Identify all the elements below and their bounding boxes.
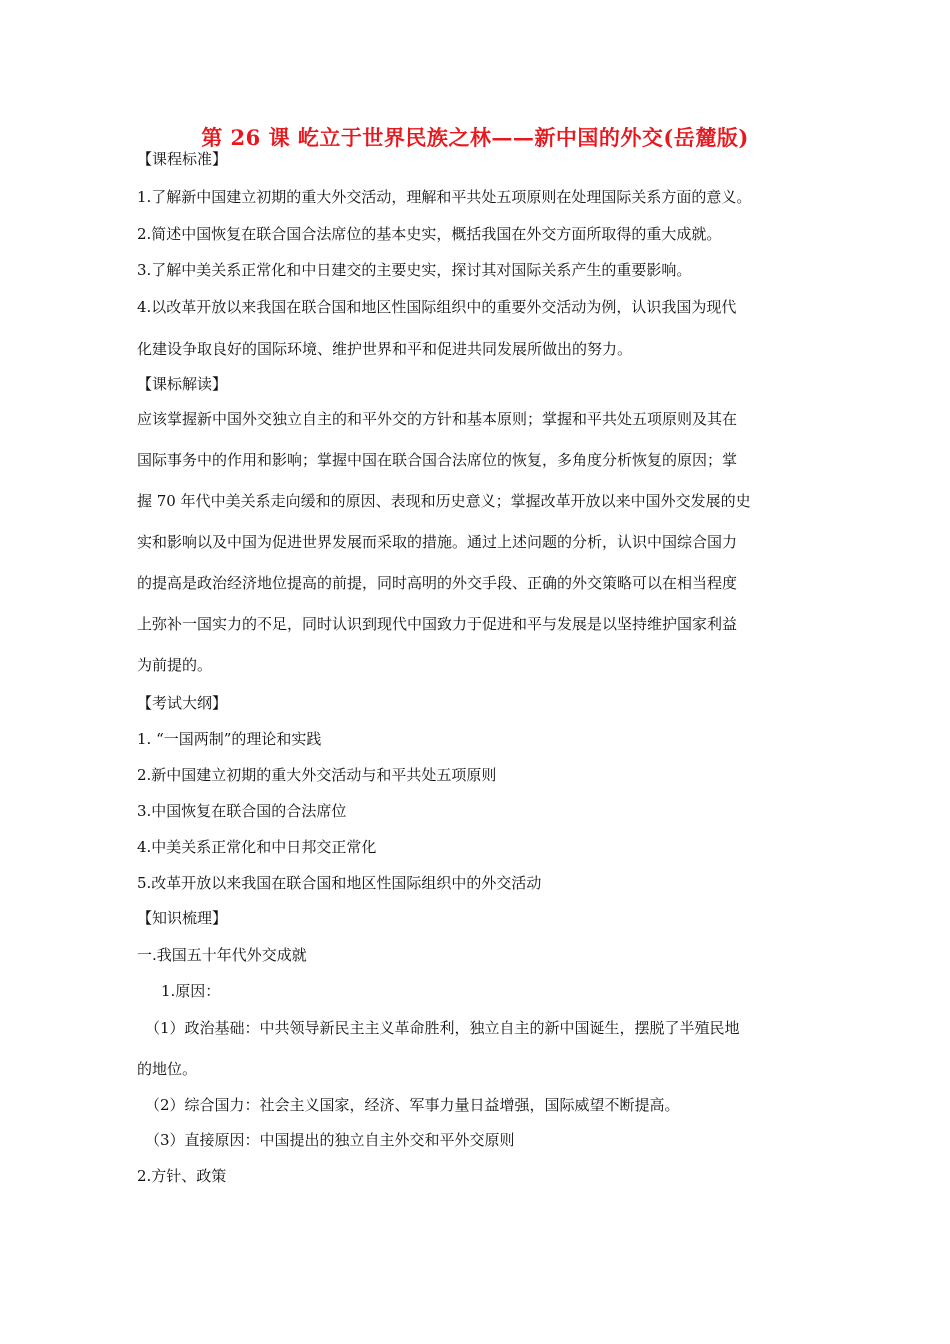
interpretation-line: 国际事务中的作用和影响；掌握中国在联合国合法席位的恢复，多角度分析恢复的原因；掌 bbox=[137, 451, 738, 469]
knowledge-subtitle-reason: 1.原因： bbox=[161, 982, 221, 1000]
reason-item: （3）直接原因：中国提出的独立自主外交和平外交原则 bbox=[145, 1131, 515, 1149]
standard-item: 2.简述中国恢复在联合国合法席位的基本史实，概括我国在外交方面所取得的重大成就。 bbox=[137, 225, 722, 243]
standard-item: 化建设争取良好的国际环境、维护世界和平和促进共同发展所做出的努力。 bbox=[137, 340, 633, 358]
section-heading-interpretation: 【课标解读】 bbox=[137, 375, 228, 393]
standard-item: 4.以改革开放以来我国在联合国和地区性国际组织中的重要外交活动为例，认识我国为现代 bbox=[137, 298, 737, 316]
interpretation-line: 的提高是政治经济地位提高的前提，同时高明的外交手段、正确的外交策略可以在相当程度 bbox=[137, 574, 738, 592]
outline-item: 5.改革开放以来我国在联合国和地区性国际组织中的外交活动 bbox=[137, 874, 542, 892]
interpretation-line: 为前提的。 bbox=[137, 656, 213, 674]
standard-item: 1.了解新中国建立初期的重大外交活动，理解和平共处五项原则在处理国际关系方面的意义。 bbox=[137, 188, 752, 206]
reason-item: （2）综合国力：社会主义国家，经济、军事力量日益增强，国际威望不断提高。 bbox=[145, 1096, 680, 1114]
section-heading-knowledge: 【知识梳理】 bbox=[137, 909, 228, 927]
outline-item: 3.中国恢复在联合国的合法席位 bbox=[137, 802, 347, 820]
section-heading-exam-outline: 【考试大纲】 bbox=[137, 694, 228, 712]
interpretation-line: 上弥补一国实力的不足，同时认识到现代中国致力于促进和平与发展是以坚持维护国家利益 bbox=[137, 615, 738, 633]
knowledge-subtitle-policy: 2.方针、政策 bbox=[137, 1167, 227, 1185]
reason-item: （1）政治基础：中共领导新民主主义革命胜利，独立自主的新中国诞生，摆脱了半殖民地 bbox=[145, 1019, 740, 1037]
document-title: 第 26 课 屹立于世界民族之林——新中国的外交(岳麓版) bbox=[201, 125, 749, 150]
interpretation-line: 应该掌握新中国外交独立自主的和平外交的方针和基本原则；掌握和平共处五项原则及其在 bbox=[137, 410, 738, 428]
knowledge-part-title: 一.我国五十年代外交成就 bbox=[137, 946, 307, 964]
outline-item: 1. “一国两制”的理论和实践 bbox=[137, 730, 322, 748]
standard-item: 3.了解中美关系正常化和中日建交的主要史实，探讨其对国际关系产生的重要影响。 bbox=[137, 261, 692, 279]
outline-item: 4.中美关系正常化和中日邦交正常化 bbox=[137, 838, 377, 856]
interpretation-line: 实和影响以及中国为促进世界发展而采取的措施。通过上述问题的分析，认识中国综合国力 bbox=[137, 533, 738, 551]
interpretation-line: 握 70 年代中美关系走向缓和的原因、表现和历史意义；掌握改革开放以来中国外交发展的史 bbox=[137, 492, 751, 510]
section-heading-curriculum-standard: 【课程标准】 bbox=[137, 150, 228, 168]
reason-item: 的地位。 bbox=[137, 1060, 198, 1078]
outline-item: 2.新中国建立初期的重大外交活动与和平共处五项原则 bbox=[137, 766, 497, 784]
